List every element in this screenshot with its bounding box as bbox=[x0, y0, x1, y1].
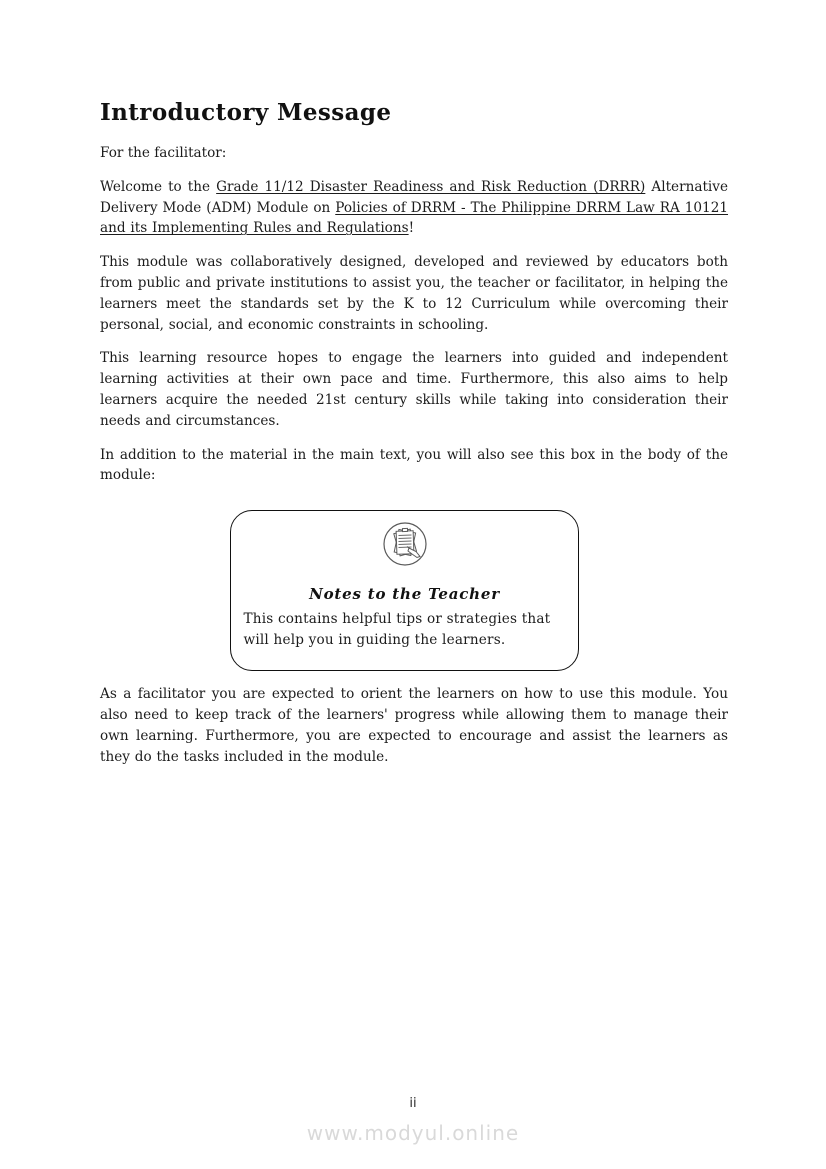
body-paragraph-3: In addition to the material in the main text, you will also see this box in the body of the module: bbox=[100, 446, 728, 484]
welcome-tail: ! bbox=[408, 220, 415, 237]
body-paragraph-1: This module was collaboratively designed, developed and reviewed by educators both from public and private institutions to assist you, the teacher or facilitator, in helping the learners meet the standards set by the K to 12 Curriculum while overcoming their personal, social, and economic constraints in schooling. bbox=[100, 254, 728, 333]
notes-to-teacher-box bbox=[230, 510, 579, 671]
module-course-title-underlined: Grade 11/12 Disaster Readiness and Risk Reduction (DRRR) bbox=[216, 178, 646, 195]
page-title: Introductory Message bbox=[100, 99, 392, 126]
welcome-middle: Alternative Delivery Mode (ADM) Module on bbox=[100, 178, 728, 216]
salutation-text: For the facilitator: bbox=[100, 145, 227, 161]
closing-paragraph: As a facilitator you are expected to orient the learners on how to use this module. You also need to keep track of the learners' progress while allowing them to manage their own learning. Furthermore, you are expected to encourage and assist the learners as they do the tasks included in the module. bbox=[100, 686, 728, 765]
watermark-text: www.modyul.online bbox=[306, 1121, 520, 1145]
page-content bbox=[100, 0, 728, 767]
welcome-lead: Welcome to the bbox=[100, 178, 217, 195]
body-paragraph-2: This learning resource hopes to engage the learners into guided and independent learning activities at their own pace and time. Furthermore, this also aims to help learners acquire the needed 21st century skills while taking into consideration their needs and circumstances. bbox=[100, 350, 728, 429]
welcome-paragraph bbox=[100, 177, 728, 239]
notes-box-title: Notes to the Teacher bbox=[309, 585, 500, 604]
page-number: ii bbox=[409, 1096, 417, 1111]
clipboard-notes-icon bbox=[382, 521, 428, 567]
module-topic-title-underlined: Policies of DRRM - The Philippine DRRM Law RA 10121 and its Implementing Rules and Regulations bbox=[100, 199, 729, 237]
notes-box-body: This contains helpful tips or strategies that will help you in guiding the learners. bbox=[243, 611, 551, 648]
